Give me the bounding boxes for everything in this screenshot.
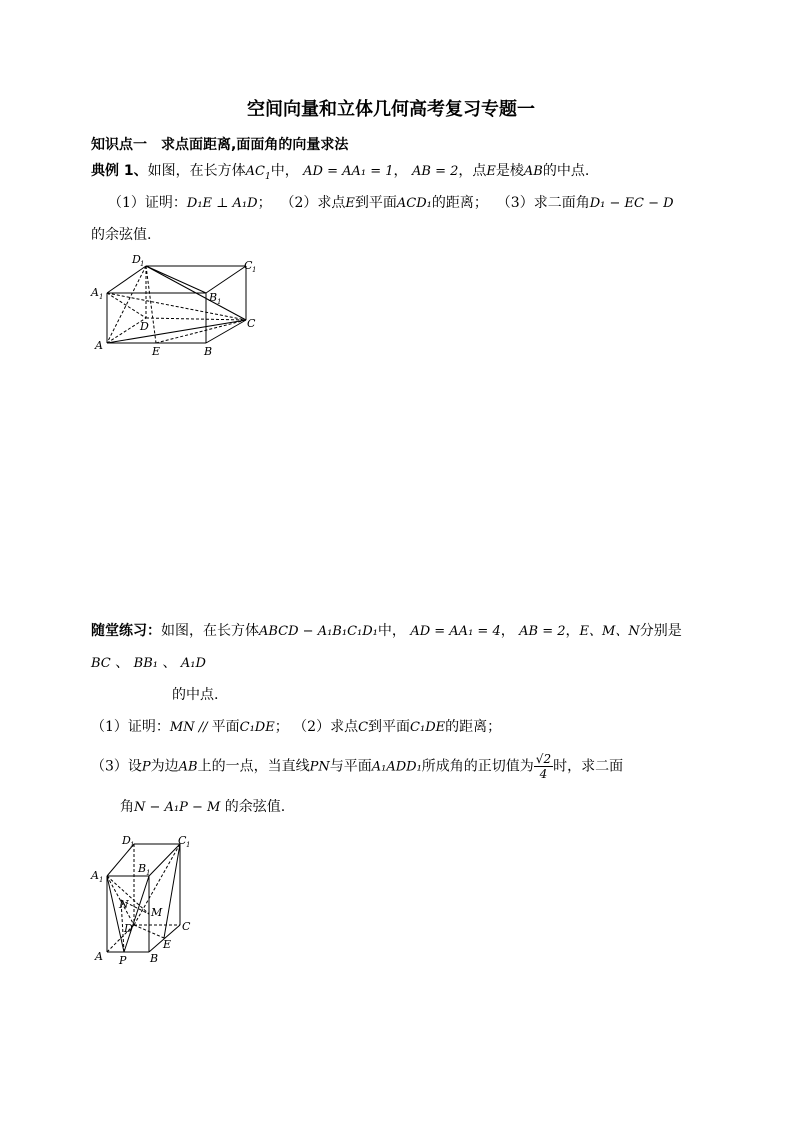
practice-q3-label: （3）设 (91, 758, 142, 775)
example1-q2-end: 的距离； (431, 195, 488, 211)
practice-q1-sep: ； (274, 719, 289, 735)
practice-q3-b: 上的一点，当直线 (197, 758, 310, 775)
practice-q1-q2 (91, 716, 501, 736)
fig1-label-c1: C (244, 259, 253, 272)
practice-dun2: 、 (162, 655, 177, 671)
example1-q2-mid: 到平面 (354, 195, 397, 211)
fig1-label-c: C (247, 317, 256, 330)
example1-questions (108, 192, 674, 212)
figure-cuboid-1 (88, 250, 263, 360)
fig2-label-c: C (182, 920, 191, 933)
page-title: 空间向量和立体几何高考复习专题一 (247, 99, 535, 120)
practice-fraction-den: 4 (539, 767, 548, 781)
fig2-label-n: N (119, 898, 129, 911)
fig2-label-m: M (151, 906, 163, 919)
practice-q1-label: （1）证明： (91, 719, 170, 735)
practice-q3-pn: PN (309, 759, 330, 775)
fig1-label-d: D (140, 320, 149, 333)
example1-q3-end: 的余弦值. (91, 227, 152, 243)
example1-end: 的中点. (542, 163, 590, 179)
fig2-label-a: A (95, 950, 103, 963)
practice-mid2: 分别是 (639, 623, 682, 639)
practice-q1-expr: MN // (169, 720, 212, 735)
example1-body: AC (245, 164, 265, 179)
practice-q2-label: （2）求点 (293, 719, 359, 735)
section-heading: 知识点一 求点面距离,面面角的向量求法 (91, 137, 349, 153)
practice-q3-d: 所成角的正切值为 (421, 758, 534, 775)
fig2-label-p: P (119, 954, 127, 967)
practice-q2-plane: C₁DE (410, 720, 446, 735)
example1-q1-expr: D₁E ⊥ A₁D (186, 196, 258, 211)
practice-q3-e: 时，求二面 (553, 758, 624, 775)
practice-mid: 中， (377, 623, 406, 639)
practice-q3-ab: AB (178, 759, 198, 775)
fig1-label-a: A (95, 339, 103, 352)
example1-mid2: 是棱 (495, 163, 524, 179)
example1-mid: 中， (270, 163, 299, 179)
example1-q2-label: （2）求点 (280, 195, 346, 211)
practice-seg3: A₁D (180, 656, 206, 671)
practice-cond2: AB = 2 (519, 624, 566, 639)
example1-sep2: ，点 (458, 163, 487, 179)
practice-sep1: ， (500, 623, 515, 639)
fig2-label-b1: B (138, 862, 147, 875)
example1-sep1: ， (393, 163, 408, 179)
practice-q2-point: C (358, 720, 369, 735)
practice-fraction-num: √2 (535, 752, 552, 766)
example1-cond1: AD = AA₁ = 1 (303, 164, 394, 179)
practice-q3-p: P (141, 759, 151, 775)
fig2-label-b: B (150, 952, 159, 965)
example1-body-sub: 1 (264, 171, 271, 182)
practice-dun1: 、 (115, 655, 130, 671)
fig1-label-e: E (152, 345, 161, 358)
practice-tail: 的中点. (172, 687, 219, 703)
fig2-label-a1-sub: 1 (99, 876, 104, 884)
practice-cond1: AD = AA₁ = 4 (410, 624, 501, 639)
example1-q3-expr: D₁ − EC − D (589, 196, 674, 211)
fig2-label-d1: D (122, 834, 131, 847)
practice-q2-mid: 到平面 (368, 719, 411, 735)
practice-seg2: BB₁ (133, 656, 158, 671)
practice-fraction (534, 752, 553, 781)
example1-point-e: E (486, 164, 496, 179)
practice-sep2: ， (565, 623, 580, 639)
practice-q3-a: 为边 (150, 758, 179, 775)
practice-intro: 如图，在长方体 (161, 623, 259, 639)
practice-label: 随堂练习： (91, 623, 161, 639)
example1-q1-label: （1）证明： (108, 195, 187, 211)
fig2-label-c1-sub: 1 (186, 841, 191, 849)
practice-seg1: BC (91, 656, 111, 671)
fig2-label-a1: A (91, 869, 99, 882)
fig1-label-a1-sub: 1 (99, 293, 104, 301)
practice-q3-f: 角 (120, 799, 134, 815)
fig2-label-d: D (124, 922, 133, 935)
example1-q3-label: （3）求二面角 (496, 195, 590, 211)
fig1-label-b1: B (209, 291, 218, 304)
fig1-label-b1-sub: 1 (217, 298, 222, 306)
fig2-label-e: E (163, 938, 172, 951)
fig2-label-d1-sub: 1 (130, 841, 135, 849)
example1-q2-point: E (345, 196, 355, 211)
fig1-label-b: B (204, 345, 213, 358)
practice-q1-plane-txt: 平面 (211, 719, 240, 735)
practice-q2-end: 的距离； (445, 719, 502, 735)
example1-label: 典例 1、 (91, 163, 148, 179)
practice-q3-angle: N − A₁P − M (134, 800, 221, 815)
fig1-label-c1-sub: 1 (252, 266, 257, 274)
practice-line1 (91, 620, 682, 640)
practice-body: ABCD − A₁B₁C₁D₁ (259, 624, 378, 639)
example1-edge: AB (523, 164, 543, 179)
example1-q2-plane: ACD₁ (396, 196, 432, 211)
fig2-label-b1-sub: 1 (146, 869, 151, 877)
example1-intro: 如图，在长方体 (147, 163, 246, 179)
practice-q3 (91, 752, 623, 781)
practice-q1-plane: C₁DE (239, 720, 275, 735)
fig1-label-d1-sub: 1 (140, 260, 145, 268)
fig1-label-a1: A (91, 286, 99, 299)
practice-q3-plane: A₁ADD₁ (371, 759, 422, 775)
example1-cond2: AB = 2 (412, 164, 459, 179)
example1-line1 (91, 160, 589, 182)
practice-points: E、M、N (579, 624, 640, 639)
fig1-label-d1: D (132, 253, 141, 266)
practice-q3-g: 的余弦值. (220, 799, 286, 815)
practice-q3-line2 (120, 796, 285, 816)
example1-q1-end: ； (257, 195, 272, 211)
figure-cuboid-2 (88, 832, 203, 967)
practice-line2 (91, 652, 206, 672)
practice-q3-c: 与平面 (329, 758, 372, 775)
fig2-label-c1: C (178, 834, 187, 847)
